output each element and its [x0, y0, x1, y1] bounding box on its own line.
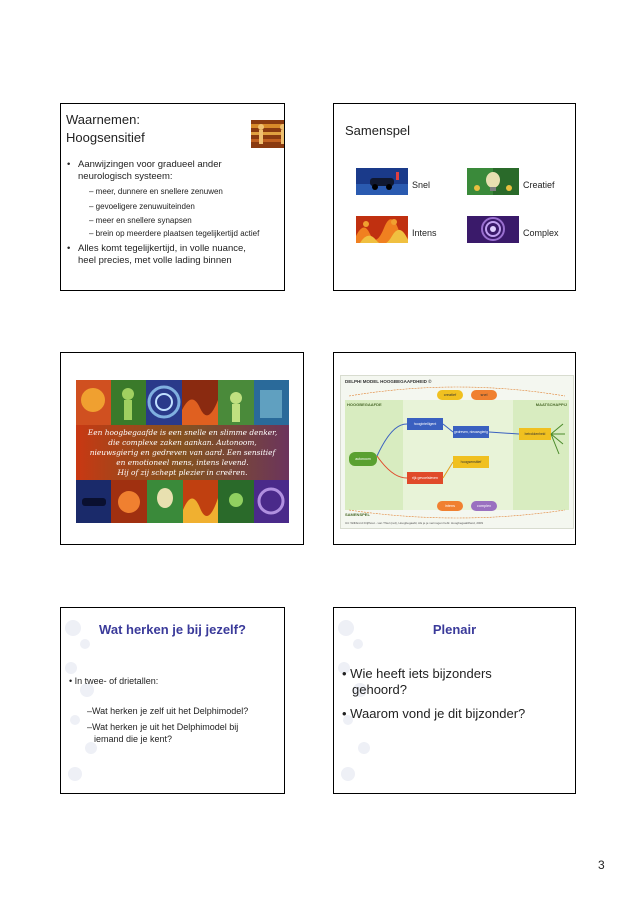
banner-line: Hij of zij schept plezier in creëren.: [117, 468, 248, 477]
bullet-line: heel precies, met volle lading binnen: [78, 255, 232, 266]
sensitive-figures-image: [251, 120, 285, 148]
bullet-groups: [69, 676, 158, 686]
oval-snel: snel: [471, 390, 497, 400]
slide-waarnemen: [60, 103, 285, 291]
slide-collage: [60, 352, 304, 545]
slide-samenspel: [333, 103, 576, 291]
title-line-1: Waarnemen:: [66, 112, 140, 127]
label-snel: Snel: [412, 180, 431, 190]
diagram-footer: Uit: Willibrord Drijfhout - van Thiel (red), Hoogbegaafd, Als je je vermogen hebt: Hoogbegaafdheid, 2009: [345, 521, 484, 525]
sub-question-1: –Wat herken je zelf uit het Delphimodel?: [87, 706, 249, 716]
banner-line: Een hoogbegaafde is een snelle en slimme denker,: [87, 428, 278, 437]
bullet-neurological: • Aanwijzingen voor gradueel ander neurologisch systeem:: [67, 159, 222, 182]
box-betrokkenheid: betrokkenheid: [519, 428, 551, 440]
bullet-line: Aanwijzingen voor gradueel ander: [78, 159, 222, 170]
label-intens: Intens: [412, 228, 437, 238]
creative-bulb-image: [467, 168, 519, 195]
banner-line: en emotioneel mens, intens levend.: [116, 458, 249, 467]
sub-line: –Wat herken je uit het Delphimodel bij: [87, 722, 239, 732]
bullet-text: gehoord?: [352, 682, 407, 697]
slide-delphi-model: [333, 352, 576, 545]
slide-plenair: [333, 607, 576, 794]
bullet-dot: •: [342, 666, 351, 681]
slide-title: Plenair: [432, 622, 477, 637]
label-complex: Complex: [523, 228, 559, 238]
banner-line: nieuwsgierig en gedreven van aard. Een sensitief: [89, 448, 276, 457]
bullet-dot: •: [342, 706, 351, 721]
bullet-dot: •: [69, 676, 75, 686]
bullet-line: Alles komt tegelijkertijd, in volle nuance,: [78, 243, 246, 254]
sub-item: – meer en snellere synapsen: [89, 216, 192, 225]
sub-line: iemand die je kent?: [94, 734, 173, 744]
diagram-title: DELPHI MODEL HOOGBEGAAFDHEID ©: [345, 379, 432, 384]
sub-item: – meer, dunnere en snellere zenuwen: [89, 187, 223, 196]
speed-car-image: [356, 168, 408, 195]
bullet-line: neurologisch systeem:: [78, 171, 173, 182]
delphi-diagram: [340, 375, 574, 529]
complex-spiral-image: [467, 216, 519, 243]
slide-title: [66, 111, 145, 147]
box-rijk-gevoelsleven: rijk gevoelsleven: [407, 472, 443, 484]
bullet-heard: [342, 666, 492, 698]
slide-wat-herken: [60, 607, 285, 794]
box-autonoom: autonoom: [349, 452, 377, 466]
bullet-text: Waarom vond je dit bijzonder?: [350, 706, 526, 721]
title-line-2: Hoogsensitief: [66, 130, 145, 145]
bullet-text: In twee- of drietallen:: [74, 676, 159, 686]
slide-title: Samenspel: [345, 123, 411, 138]
bullet-all-at-once: • Alles komt tegelijkertijd, in volle nuance, heel precies, met volle lading binnen: [67, 243, 246, 266]
left-header: HOOGBEGAAFDE: [347, 402, 382, 407]
collage-banner-text: [80, 428, 285, 478]
oval-creatief: creatief: [437, 390, 463, 400]
bottom-label: SAMENSPEL: [345, 512, 370, 517]
sub-item: – gevoeligere zenuwuiteinden: [89, 202, 195, 211]
right-header: MAATSCHAPPIJ: [535, 402, 567, 407]
slide-title: Wat herken je bij jezelf?: [99, 622, 246, 637]
bullet-why: [342, 706, 525, 722]
banner-line: die complexe zaken aankan. Autonoom,: [108, 438, 257, 447]
box-hoogsensitief: hoogsensitief: [453, 456, 489, 468]
oval-intens: intens: [437, 501, 463, 511]
sub-item: – brein op meerdere plaatsen tegelijkertijd actief: [89, 229, 260, 238]
sub-question-2: [87, 721, 238, 745]
bullet-text: Wie heeft iets bijzonders: [350, 666, 492, 681]
intense-flames-image: [356, 216, 408, 243]
oval-complex: complex: [471, 501, 497, 511]
box-hoogintelligent: hoogintelligent: [407, 418, 443, 430]
box-gedreven: gedreven, nieuwsgierig: [453, 426, 489, 438]
page-number: 3: [598, 858, 605, 872]
label-creatief: Creatief: [523, 180, 555, 190]
